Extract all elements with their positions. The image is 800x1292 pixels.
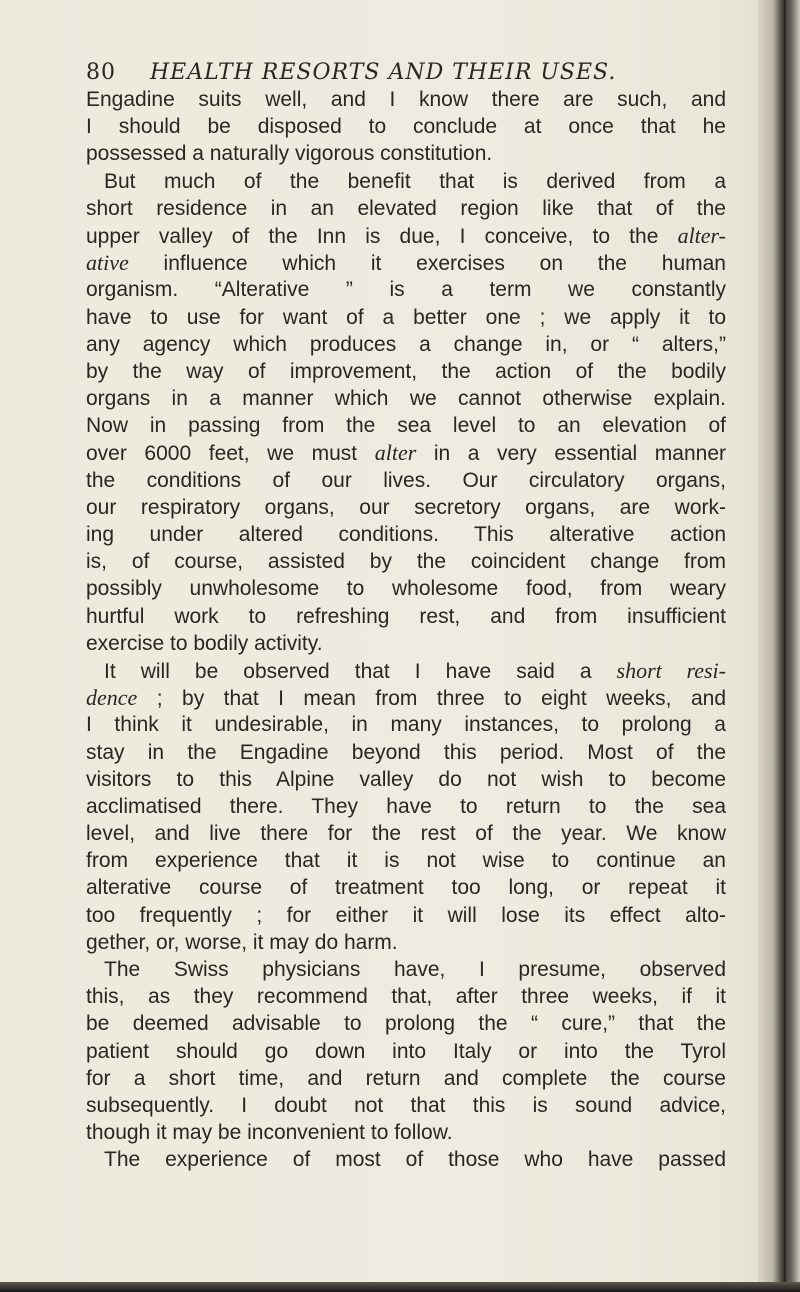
text-line [86, 168, 726, 195]
text-line [86, 140, 726, 167]
text-run: It will be observed that I have said a [104, 659, 617, 683]
text-line [86, 630, 726, 657]
italic-text: alter- [677, 222, 726, 248]
text-line [86, 711, 726, 738]
text-line [86, 494, 726, 521]
text-line [86, 249, 726, 276]
text-run: be deemed advisable to prolong the “ cure,” that the [86, 1012, 726, 1036]
text-run: exercise to bodily activity. [86, 631, 323, 655]
text-run: The experience of most of those who have passed [104, 1148, 726, 1172]
text-run: alterative course of treatment too long, or repeat it [86, 876, 726, 900]
text-line [86, 222, 726, 249]
text-run: our respiratory organs, our secretory organs, are work- [86, 495, 726, 519]
text-run: from experience that it is not wise to continue an [86, 849, 726, 873]
text-run: level, and live there for the rest of the year. We know [86, 822, 726, 846]
italic-text: short resi- [616, 657, 726, 683]
text-run: any agency which produces a change in, or “ alters,” [86, 332, 726, 356]
text-run: possibly unwholesome to wholesome food, from weary [86, 577, 726, 601]
text-run: The Swiss physicians have, I presume, observed [104, 958, 726, 981]
text-run: ing under altered conditions. This alterative action [86, 523, 726, 546]
text-line [86, 86, 726, 113]
text-line [86, 1010, 726, 1037]
text-line [86, 521, 726, 548]
text-line [86, 684, 726, 711]
text-line [86, 113, 726, 140]
text-run: though it may be inconvenient to follow. [86, 1121, 453, 1145]
text-line [86, 766, 726, 793]
text-line [86, 929, 726, 956]
text-run: by the way of improvement, the action of the bodily [86, 359, 726, 383]
text-line [86, 657, 726, 684]
text-run: Engadine suits well, and I know there are such, and [86, 88, 726, 111]
text-line [86, 1092, 726, 1119]
text-line [86, 412, 726, 439]
text-line [86, 467, 726, 494]
text-run: is, of course, assisted by the coincident change from [86, 550, 726, 574]
text-run: short residence in an elevated region like that of the [86, 196, 726, 220]
text-line [86, 195, 726, 222]
italic-text: ative [86, 250, 129, 276]
italic-text: alter [374, 440, 417, 466]
text-run: the conditions of our lives. Our circulatory organs, [86, 468, 726, 492]
running-title: HEALTH RESORTS AND THEIR USES. [150, 60, 617, 85]
text-line [86, 331, 726, 358]
text-run: stay in the Engadine beyond this period. Most of the [86, 740, 726, 764]
body-text [86, 86, 726, 1174]
text-line [86, 956, 726, 983]
text-run: upper valley of the Inn is due, I conceive, to the [86, 224, 678, 248]
text-line [86, 739, 726, 766]
text-run: But much of the benefit that is derived from a [104, 169, 726, 193]
text-run: organs in a manner which we cannot otherwise explain. [86, 387, 726, 411]
text-run: hurtful work to refreshing rest, and from insufficient [86, 604, 726, 628]
text-line [86, 358, 726, 385]
text-run: this, as they recommend that, after three weeks, if it [86, 985, 726, 1009]
text-line [86, 548, 726, 575]
text-line [86, 983, 726, 1010]
text-run: visitors to this Alpine valley do not wish to become [86, 767, 726, 791]
text-run: too frequently ; for either it will lose its effect alto- [86, 903, 726, 927]
running-head [86, 60, 726, 85]
text-line [86, 1065, 726, 1092]
text-run: influence which it exercises on the human [128, 252, 726, 276]
page-edge-line [784, 0, 786, 1292]
text-run: gether, or, worse, it may do harm. [86, 930, 398, 954]
text-line [86, 603, 726, 630]
text-line [86, 1146, 726, 1173]
page-number: 80 [86, 60, 116, 85]
text-line [86, 874, 726, 901]
text-run: ; by that I mean from three to eight weeks, and [137, 687, 726, 711]
text-run: possessed a naturally vigorous constitution. [86, 142, 493, 166]
bottom-edge-shadow [0, 1282, 800, 1292]
text-run: acclimatised there. They have to return to the sea [86, 794, 726, 818]
text-run: patient should go down into Italy or into the Tyrol [86, 1039, 726, 1063]
text-line [86, 902, 726, 929]
text-line [86, 820, 726, 847]
text-run: Now in passing from the sea level to an elevation of [86, 414, 726, 438]
text-run: have to use for want of a better one ; we apply it to [86, 305, 726, 329]
page-edge-shadow [758, 0, 800, 1292]
text-line [86, 304, 726, 331]
text-line [86, 575, 726, 602]
text-run: for a short time, and return and complete the course [86, 1066, 726, 1090]
text-run: subsequently. I doubt not that this is sound advice, [86, 1093, 726, 1117]
text-line [86, 793, 726, 820]
text-run: organism. “Alterative ” is a term we constantly [86, 278, 726, 302]
text-line [86, 1119, 726, 1146]
text-run: over 6000 feet, we must [86, 442, 375, 466]
text-line [86, 385, 726, 412]
text-line [86, 439, 726, 466]
text-line [86, 1038, 726, 1065]
text-line [86, 276, 726, 303]
text-run: in a very essential manner [416, 442, 726, 466]
text-line [86, 847, 726, 874]
text-run: I should be disposed to conclude at once that he [86, 115, 726, 139]
text-run: I think it undesirable, in many instances, to prolong a [86, 713, 726, 737]
italic-text: dence [86, 685, 138, 711]
